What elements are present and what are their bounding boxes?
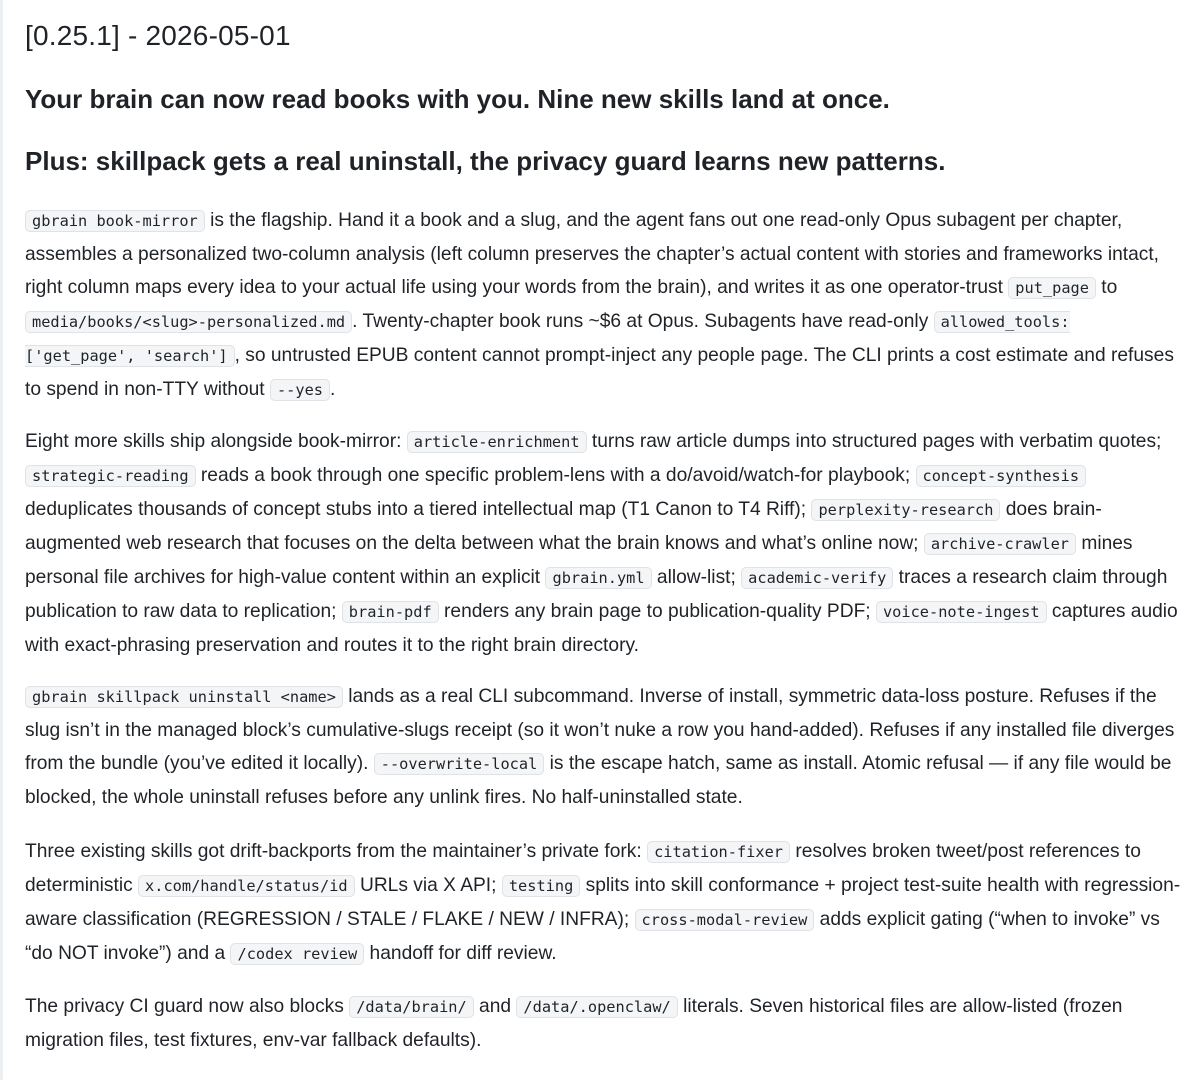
code-yes-flag: --yes <box>270 379 330 401</box>
paragraph-skillpack-uninstall <box>25 680 1185 814</box>
text-segment: and <box>473 996 517 1017</box>
text-segment: is the escape hatch, same as install. Atomic refusal — if any file would be blocked, the whole uninstall refuses before any unlink fires. No half-uninstalled state. <box>25 753 1172 808</box>
text-segment: allow-list; <box>651 567 742 588</box>
text-segment: to <box>1095 277 1118 298</box>
text-segment: . Twenty-chapter book runs ~$6 at Opus. Subagents have read-only <box>352 311 934 332</box>
text-segment: deduplicates thousands of concept stubs into a tiered intellectual map (T1 Canon to T4 Riff); <box>25 499 812 520</box>
subheadline: Plus: skillpack gets a real uninstall, the privacy guard learns new patterns. <box>25 146 946 176</box>
paragraph-book-mirror <box>25 204 1185 407</box>
version-heading: [0.25.1] - 2026-05-01 <box>25 20 291 51</box>
code-academic-verify: academic-verify <box>741 567 893 589</box>
code-archive-crawler: archive-crawler <box>924 533 1076 555</box>
text-segment: is the flagship. Hand it a book and a slug, and the agent fans out one read-only Opus subagent per chapter, assembles a personalized two-column analysis (left column preserves the chapter’s actual content with stories and frameworks intact, right column maps every idea to your actual life using your words from the brain), and writes it as one operator-trust <box>25 210 1160 298</box>
code-data-openclaw: /data/.openclaw/ <box>516 996 677 1018</box>
code-gbrain-yml: gbrain.yml <box>545 567 651 589</box>
code-book-mirror: gbrain book-mirror <box>25 210 205 232</box>
text-segment: traces a research claim through publication to raw data to replication; <box>25 567 1168 622</box>
code-allowed-tools: allowed_tools: ['get_page', 'search'] <box>25 313 1070 365</box>
code-cross-modal-review: cross-modal-review <box>635 909 815 931</box>
code-skillpack-uninstall: gbrain skillpack uninstall <name> <box>25 686 343 708</box>
text-segment: The privacy CI guard now also blocks <box>25 996 350 1017</box>
code-perplexity-research: perplexity-research <box>811 499 1000 521</box>
headline: Your brain can now read books with you. Nine new skills land at once. <box>25 84 890 114</box>
paragraph-privacy-guard <box>25 990 1185 1057</box>
code-brain-pdf: brain-pdf <box>342 601 439 623</box>
text-segment: splits into skill conformance + project test-suite health with regression-aware classification (REGRESSION / STALE / FLAKE / NEW / INFRA); <box>25 875 1181 930</box>
text-segment: Eight more skills ship alongside book-mirror: <box>25 431 407 452</box>
text-segment: adds explicit gating (“when to invoke” vs “do NOT invoke”) and a <box>25 909 1160 964</box>
text-segment: . <box>330 379 336 400</box>
paragraph-drift-backports <box>25 835 1185 971</box>
text-segment: turns raw article dumps into structured pages with verbatim quotes; <box>586 431 1162 452</box>
code-testing: testing <box>502 875 580 897</box>
text-segment: literals. Seven historical files are allow-listed (frozen migration files, test fixtures, env-var fallback defaults). <box>25 996 1123 1051</box>
code-citation-fixer: citation-fixer <box>647 841 790 863</box>
code-data-brain: /data/brain/ <box>349 996 474 1018</box>
code-status-url: x.com/handle/status/id <box>138 875 355 897</box>
code-put-page: put_page <box>1008 277 1096 299</box>
text-segment: , so untrusted EPUB content cannot prompt-inject any people page. The CLI prints a cost estimate and refuses to spend in non-TTY without <box>25 345 1174 400</box>
code-article-enrichment: article-enrichment <box>407 431 587 453</box>
text-segment: captures audio with exact-phrasing preservation and routes it to the right brain directory. <box>25 601 1178 656</box>
paragraph-eight-skills <box>25 425 1185 662</box>
text-segment: handoff for diff review. <box>364 943 557 964</box>
text-segment: lands as a real CLI subcommand. Inverse of install, symmetric data-loss posture. Refuses if the slug isn’t in the managed block’s cumulative-slugs receipt (so it won’t nuke a row you hand-added). Refuses if any installed file diverges from the bundle (you’ve edited it locally). <box>25 686 1175 774</box>
text-segment: reads a book through one specific problem-lens with a do/avoid/watch-for playbook; <box>195 465 916 486</box>
text-segment: mines personal file archives for high-value content within an explicit <box>25 533 1133 588</box>
text-segment: URLs via X API; <box>354 875 502 896</box>
code-concept-synthesis: concept-synthesis <box>916 465 1087 487</box>
text-segment: Three existing skills got drift-backports from the maintainer’s private fork: <box>25 841 648 862</box>
left-border <box>0 0 3 1080</box>
code-overwrite-local: --overwrite-local <box>374 753 545 775</box>
text-segment: renders any brain page to publication-quality PDF; <box>438 601 876 622</box>
code-voice-note-ingest: voice-note-ingest <box>876 601 1047 623</box>
text-segment: resolves broken tweet/post references to deterministic <box>25 841 1141 896</box>
code-codex-review: /codex review <box>230 943 364 965</box>
code-strategic-reading: strategic-reading <box>25 465 196 487</box>
code-books-path: media/books/<slug>-personalized.md <box>25 311 352 333</box>
text-segment: does brain-augmented web research that focuses on the delta between what the brain knows and what’s online now; <box>25 499 1102 554</box>
